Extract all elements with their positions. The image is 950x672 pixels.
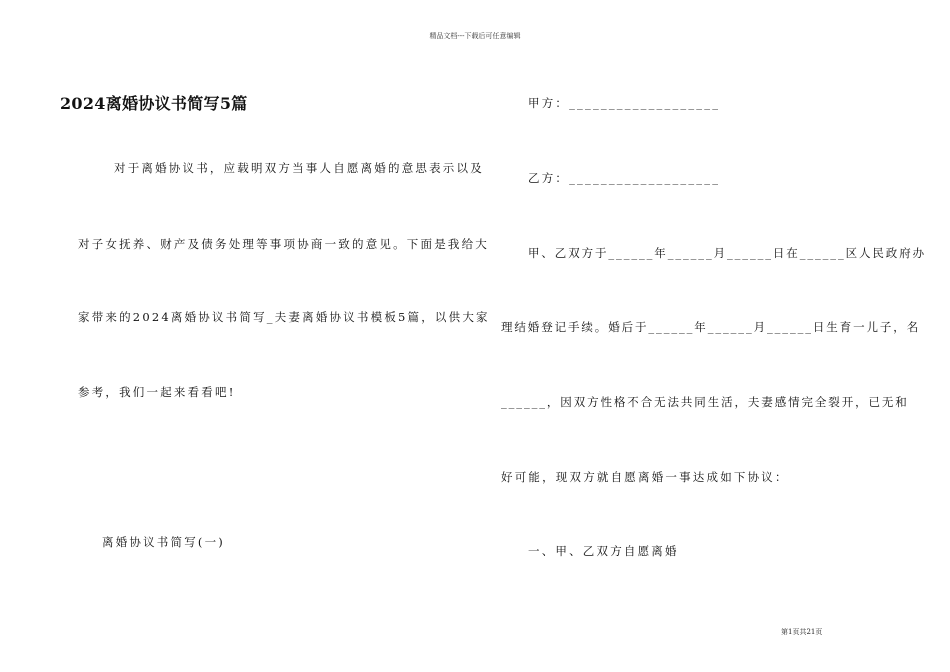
clause-one: 一、甲、乙双方自愿离婚 — [528, 544, 679, 558]
intro-line-2: 对子女抚养、财产及债务处理等事项协商一致的意见。下面是我给大 — [78, 237, 489, 251]
header-note: 精品文档---下载后可任意编辑 — [429, 32, 521, 40]
intro-line-1: 对于离婚协议书，应载明双方当事人自愿离婚的意思表示以及 — [114, 161, 484, 175]
intro-line-3: 家带来的2024离婚协议书简写_夫妻离婚协议书模板5篇，以供大家 — [78, 310, 490, 324]
agreement-line-4: 好可能，现双方就自愿离婚一事达成如下协议： — [501, 470, 789, 484]
agreement-line-3: ______，因双方性格不合无法共同生活，夫妻感情完全裂开，已无和 — [501, 395, 909, 409]
agreement-line-1: 甲、乙双方于______年______月______日在______区人民政府办 — [528, 246, 926, 260]
intro-line-4: 参考，我们一起来看看吧! — [78, 385, 236, 399]
agreement-line-2: 理结婚登记手续。婚后于______年______月______日生育一儿子，名 — [501, 320, 921, 334]
document-title: 2024离婚协议书简写5篇 — [60, 94, 248, 113]
party-b-line: 乙方：___________________ — [528, 171, 721, 185]
page-number: 第1页共21页 — [781, 628, 823, 636]
section-heading: 离婚协议书简写(一) — [102, 535, 225, 549]
party-a-line: 甲方：___________________ — [528, 96, 721, 110]
